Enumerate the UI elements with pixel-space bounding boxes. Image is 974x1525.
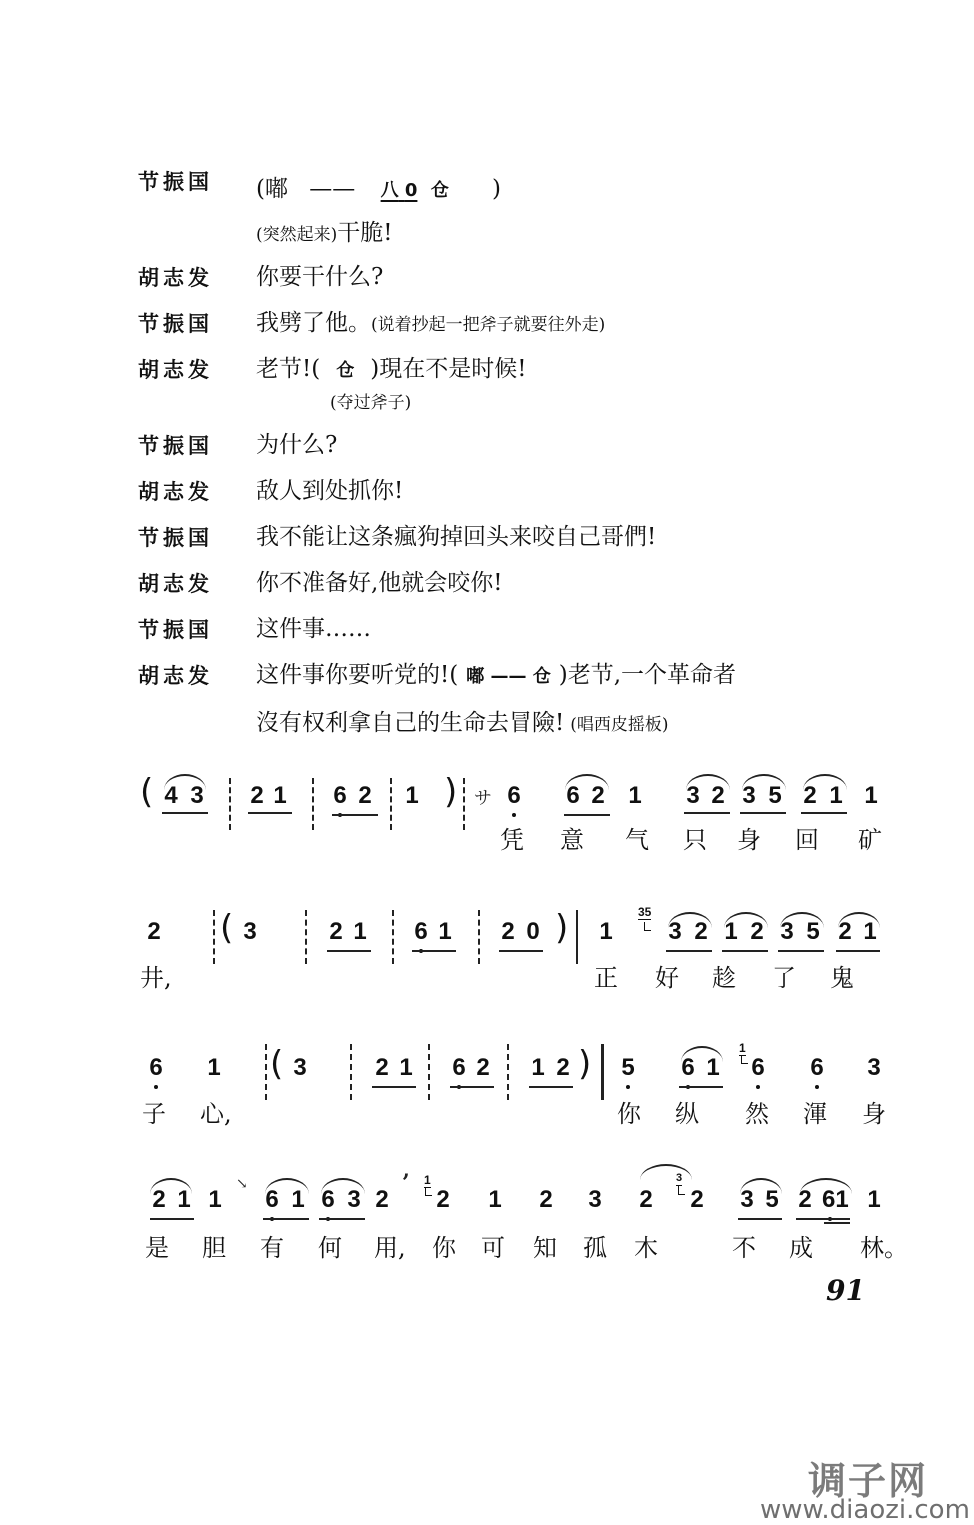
note: 1 xyxy=(291,1186,305,1213)
dialogue-line xyxy=(0,350,974,390)
beam xyxy=(836,950,880,952)
note: 1 xyxy=(405,782,419,809)
lyric: 木 xyxy=(634,1234,658,1262)
note: 2 xyxy=(803,782,817,809)
cue-ba: 八 xyxy=(380,180,399,201)
beam xyxy=(801,812,847,814)
note: 1 xyxy=(353,918,367,945)
beam xyxy=(450,1086,494,1088)
speaker-name: 胡志发 xyxy=(138,358,213,382)
beam xyxy=(529,1086,573,1088)
watermark-logo: 调子网 xyxy=(808,1459,929,1503)
note: 2 xyxy=(501,918,515,945)
lyric: 是 xyxy=(145,1234,169,1262)
dialogue-text xyxy=(256,656,736,689)
note: 5 xyxy=(621,1054,635,1081)
dialogue-text xyxy=(256,304,605,337)
note: 2 xyxy=(329,918,343,945)
note: 6 xyxy=(681,1054,695,1081)
free-meter-sign: サ xyxy=(474,788,492,809)
lyric: 正 xyxy=(594,964,618,992)
lyric: 矿 xyxy=(858,826,882,854)
note: 3 xyxy=(668,918,682,945)
grace-note: 3 xyxy=(676,1172,683,1184)
breath-mark: ’ xyxy=(402,1170,410,1196)
speaker-name: 节振国 xyxy=(138,526,213,550)
note: 1 xyxy=(531,1054,545,1081)
barline xyxy=(305,910,307,964)
note: 6 xyxy=(452,1054,466,1081)
lyric: 可 xyxy=(481,1234,505,1262)
lyric: 林。 xyxy=(860,1234,908,1262)
lyric: 何 xyxy=(318,1234,342,1262)
barline xyxy=(392,910,394,964)
note: 2 xyxy=(556,1054,570,1081)
note: 3 xyxy=(867,1054,881,1081)
note: 1 xyxy=(208,1186,222,1213)
note: 2 xyxy=(591,782,605,809)
note: 1 xyxy=(438,918,452,945)
note: 5 xyxy=(806,918,820,945)
dialogue-text xyxy=(256,350,526,383)
lyric: 只 xyxy=(683,826,707,854)
note: 6 xyxy=(810,1054,824,1081)
note: 3 xyxy=(780,918,794,945)
speaker-name: 节振国 xyxy=(138,170,213,194)
note: 6 xyxy=(149,1054,163,1081)
percussion-cue xyxy=(256,170,501,203)
barline xyxy=(463,778,465,830)
speaker-name: 节振国 xyxy=(138,618,213,642)
beam xyxy=(738,1218,782,1220)
lyric: 纵 xyxy=(675,1100,699,1128)
note: 1 xyxy=(867,1186,881,1213)
note: 2 xyxy=(375,1186,389,1213)
note: 3 xyxy=(588,1186,602,1213)
beam xyxy=(564,814,610,816)
score-system-1 xyxy=(0,770,974,860)
lyric: 鬼 xyxy=(830,964,854,992)
lyric: 身 xyxy=(737,826,761,854)
beam xyxy=(778,950,824,952)
barline xyxy=(507,1044,509,1100)
spoken-text: 我不能让这条瘋狗掉回头来咬自己哥們! xyxy=(256,524,657,550)
note: 1 xyxy=(599,918,613,945)
note: 2 xyxy=(250,782,264,809)
dialogue-text xyxy=(256,704,669,737)
spoken-text: 我劈了他。 xyxy=(256,310,371,336)
percussion-cue: 仓 xyxy=(336,360,355,381)
beam xyxy=(796,1218,850,1220)
barline xyxy=(229,778,231,830)
cue-dash: —— xyxy=(309,176,356,202)
paren-close: ) xyxy=(444,772,458,812)
note: 2 xyxy=(476,1054,490,1081)
cue-zero: 0 xyxy=(404,180,418,201)
note: 2 xyxy=(375,1054,389,1081)
note: 2 xyxy=(639,1186,653,1213)
beam xyxy=(248,812,292,814)
note: 3 xyxy=(686,782,700,809)
lyric: 身 xyxy=(862,1100,886,1128)
score-system-4 xyxy=(0,1170,974,1266)
grace-note: 1 xyxy=(424,1173,431,1187)
grace-hook xyxy=(425,1187,432,1196)
note: 1 xyxy=(724,918,738,945)
dialogue-line xyxy=(0,472,974,512)
note: 2 xyxy=(798,1186,812,1213)
beam xyxy=(319,1218,365,1220)
stage-direction: (唱西皮摇板) xyxy=(570,715,669,735)
note: 2 xyxy=(539,1186,553,1213)
beam xyxy=(150,1218,194,1220)
note: 2 xyxy=(838,918,852,945)
lyric: 意 xyxy=(560,826,584,854)
barline xyxy=(478,910,480,964)
beam xyxy=(162,812,208,814)
paren-close: ) xyxy=(555,908,569,948)
note: 1 xyxy=(829,782,843,809)
dialogue-line xyxy=(0,258,974,298)
lyric: 趁 xyxy=(712,964,736,992)
note: 1 xyxy=(177,1186,191,1213)
lyric: 好 xyxy=(655,964,679,992)
score-system-3 xyxy=(0,1042,974,1132)
beam xyxy=(499,950,543,952)
spoken-text: 干脆! xyxy=(337,220,393,246)
cue-ba-zero xyxy=(381,180,418,201)
beam xyxy=(824,1222,850,1224)
note: 6 xyxy=(333,782,347,809)
beam xyxy=(679,1086,723,1088)
spoken-text: )現在不是时候! xyxy=(370,356,527,382)
paren-open: ( xyxy=(220,908,234,948)
beam xyxy=(372,1086,416,1088)
lyric: 你 xyxy=(432,1234,456,1262)
note: 1 xyxy=(863,918,877,945)
beam xyxy=(263,1218,309,1220)
barline xyxy=(576,910,578,964)
note: 1 xyxy=(207,1054,221,1081)
beam xyxy=(327,950,371,952)
dialogue-line xyxy=(0,304,974,344)
dialogue-text xyxy=(256,214,393,247)
spoken-text: 你要干什么? xyxy=(256,264,384,290)
lyric: 成 xyxy=(789,1234,813,1262)
note: 3 xyxy=(190,782,204,809)
lyric: 子 xyxy=(142,1100,166,1128)
lyric: 凭 xyxy=(500,826,524,854)
paren-open: ( xyxy=(270,1044,284,1084)
note: 1 xyxy=(706,1054,720,1081)
note: 3 xyxy=(243,918,257,945)
note: 2 xyxy=(436,1186,450,1213)
spoken-text: 敌人到处抓你! xyxy=(256,478,404,504)
lyric: 渾 xyxy=(803,1100,827,1128)
note: 6 xyxy=(321,1186,335,1213)
note: 5 xyxy=(768,782,782,809)
barline xyxy=(390,778,392,830)
beam xyxy=(666,950,712,952)
note: 6 xyxy=(507,782,521,809)
dialogue-line xyxy=(0,610,974,650)
glide-mark: ↘ xyxy=(236,1176,248,1192)
score-system-2 xyxy=(0,906,974,996)
speaker-name: 胡志发 xyxy=(138,572,213,596)
note: 2 xyxy=(147,918,161,945)
lyric: 气 xyxy=(625,826,649,854)
lyric: 你 xyxy=(617,1100,641,1128)
barline xyxy=(350,1044,352,1100)
note: 4 xyxy=(164,782,178,809)
note: 0 xyxy=(526,918,540,945)
note: 2 xyxy=(152,1186,166,1213)
note: 1 xyxy=(488,1186,502,1213)
lyric: 然 xyxy=(745,1100,769,1128)
note: 1 xyxy=(628,782,642,809)
grace-hook xyxy=(678,1186,685,1195)
dialogue-line xyxy=(0,214,974,254)
dialogue-line xyxy=(0,704,974,744)
spoken-text: )老节,一个革命者 xyxy=(558,662,737,688)
note: 6 xyxy=(751,1054,765,1081)
beam xyxy=(740,812,786,814)
lyric: 心, xyxy=(200,1100,232,1128)
note: 3 xyxy=(742,782,756,809)
lyric: 胆 xyxy=(202,1234,226,1262)
lyric: 了 xyxy=(772,964,796,992)
note: 1 xyxy=(864,782,878,809)
lyric: 用, xyxy=(374,1234,406,1262)
grace-hook xyxy=(644,922,651,931)
note: 5 xyxy=(765,1186,779,1213)
beam xyxy=(332,814,378,816)
lyric: 井, xyxy=(140,964,172,992)
grace-note: 35 xyxy=(638,905,652,919)
cue-close: ) xyxy=(492,176,502,202)
note: 1 xyxy=(399,1054,413,1081)
dialogue-line xyxy=(0,564,974,604)
speaker-name: 胡志发 xyxy=(138,664,213,688)
note: 2 xyxy=(711,782,725,809)
note: 61 xyxy=(822,1186,849,1213)
beam xyxy=(412,950,456,952)
cue-cang: 仓 xyxy=(430,180,449,201)
spoken-text: 老节!( xyxy=(256,356,321,382)
speaker-name: 胡志发 xyxy=(138,266,213,290)
spoken-text: 为什么? xyxy=(256,432,338,458)
note: 6 xyxy=(414,918,428,945)
grace-note: 1 xyxy=(739,1041,746,1055)
note: 3 xyxy=(347,1186,361,1213)
dialogue-line xyxy=(0,656,974,696)
note: 2 xyxy=(358,782,372,809)
grace-hook xyxy=(741,1055,748,1064)
lyric: 有 xyxy=(260,1234,284,1262)
barline xyxy=(601,1044,604,1100)
barline xyxy=(312,778,314,830)
lyric: 回 xyxy=(795,826,819,854)
note: 2 xyxy=(694,918,708,945)
dialogue-line xyxy=(0,426,974,466)
lyric: 孤 xyxy=(583,1234,607,1262)
lyric: 知 xyxy=(533,1234,557,1262)
beam xyxy=(684,812,730,814)
note: 2 xyxy=(690,1186,704,1213)
dialogue-line xyxy=(0,166,974,206)
stage-direction: (突然起来) xyxy=(256,225,338,245)
spoken-text: 这件事…… xyxy=(256,616,371,642)
spoken-text: 这件事你要听党的!( xyxy=(256,662,459,688)
note: 1 xyxy=(273,782,287,809)
page-number: 91 xyxy=(826,1274,865,1307)
stage-direction: (夺过斧子) xyxy=(330,393,412,413)
watermark-url: www.diaozi.com xyxy=(760,1495,970,1525)
note: 2 xyxy=(750,918,764,945)
cue-open: (嘟 xyxy=(256,176,288,202)
speaker-name: 节振国 xyxy=(138,312,213,336)
barline xyxy=(428,1044,430,1100)
speaker-name: 节振国 xyxy=(138,434,213,458)
lyric: 不 xyxy=(732,1234,756,1262)
stage-direction: (说着抄起一把斧子就要往外走) xyxy=(371,315,606,335)
barline xyxy=(265,1044,267,1100)
note: 6 xyxy=(566,782,580,809)
dialogue-line xyxy=(0,518,974,558)
spoken-text: 你不准备好,他就会咬你! xyxy=(256,570,503,596)
slur xyxy=(640,1164,692,1180)
paren-open: ( xyxy=(140,772,154,812)
note: 6 xyxy=(265,1186,279,1213)
speaker-name: 胡志发 xyxy=(138,480,213,504)
beam xyxy=(722,950,768,952)
barline xyxy=(213,910,215,964)
note: 3 xyxy=(740,1186,754,1213)
percussion-cue: 嘟 —— 仓 xyxy=(466,666,551,687)
spoken-text: 沒有权利拿自己的生命去冒險! xyxy=(256,710,565,736)
paren-close: ) xyxy=(578,1044,592,1084)
note: 3 xyxy=(293,1054,307,1081)
